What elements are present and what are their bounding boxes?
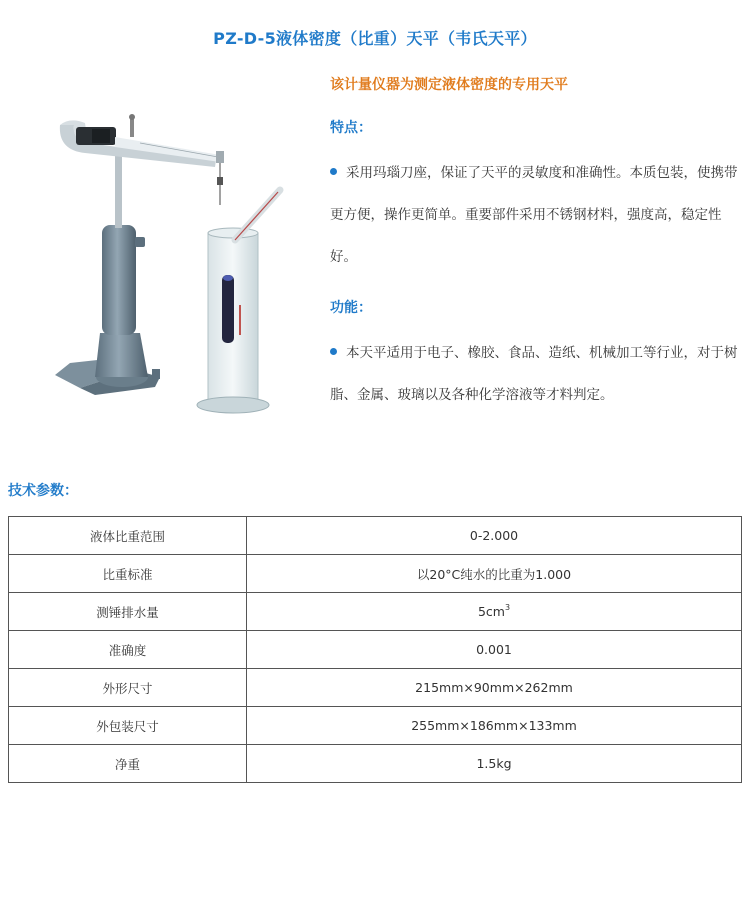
spec-name: 测锤排水量 — [9, 593, 247, 631]
spec-name: 外形尺寸 — [9, 669, 247, 707]
table-row — [9, 555, 742, 593]
spec-value: 255mm×186mm×133mm — [247, 707, 742, 745]
bullet-icon — [330, 168, 337, 175]
features-paragraph — [330, 152, 740, 278]
table-row — [9, 745, 742, 783]
specs-heading: 技术参数： — [8, 483, 78, 499]
bullet-icon — [330, 348, 337, 355]
page-title: PZ-D-5液体密度（比重）天平（韦氏天平） — [213, 29, 537, 48]
spec-value-cell — [247, 593, 742, 631]
features-text: 采用玛瑙刀座，保证了天平的灵敏度和准确性。本质包装，使携带更方便，操作更简单。重要部件采用不锈钢材料，强度高，稳定性好。 — [330, 165, 738, 265]
functions-paragraph — [330, 332, 740, 416]
spec-name: 外包装尺寸 — [9, 707, 247, 745]
features-heading: 特点： — [330, 120, 372, 136]
table-row — [9, 593, 742, 631]
functions-text: 本天平适用于电子、橡胶、食品、造纸、机械加工等行业，对于树脂、金属、玻璃以及各种化学溶液等才料判定。 — [330, 345, 738, 403]
table-row — [9, 631, 742, 669]
spec-value: 215mm×90mm×262mm — [247, 669, 742, 707]
spec-value: 0-2.000 — [247, 517, 742, 555]
functions-heading: 功能： — [330, 300, 372, 316]
table-row — [9, 707, 742, 745]
westphal-balance-image — [40, 95, 310, 425]
spec-value: 0.001 — [247, 631, 742, 669]
spec-name: 准确度 — [9, 631, 247, 669]
spec-value-superscript: 3 — [504, 603, 511, 612]
table-row — [9, 517, 742, 555]
specs-table — [8, 516, 742, 783]
spec-value: 5cm — [477, 604, 505, 619]
spec-value: 以20°C纯水的比重为1.000 — [247, 555, 742, 593]
spec-name: 净重 — [9, 745, 247, 783]
product-subtitle: 该计量仪器为测定液体密度的专用天平 — [330, 77, 568, 93]
table-row — [9, 669, 742, 707]
spec-name: 比重标准 — [9, 555, 247, 593]
spec-value: 1.5kg — [247, 745, 742, 783]
spec-name: 液体比重范围 — [9, 517, 247, 555]
